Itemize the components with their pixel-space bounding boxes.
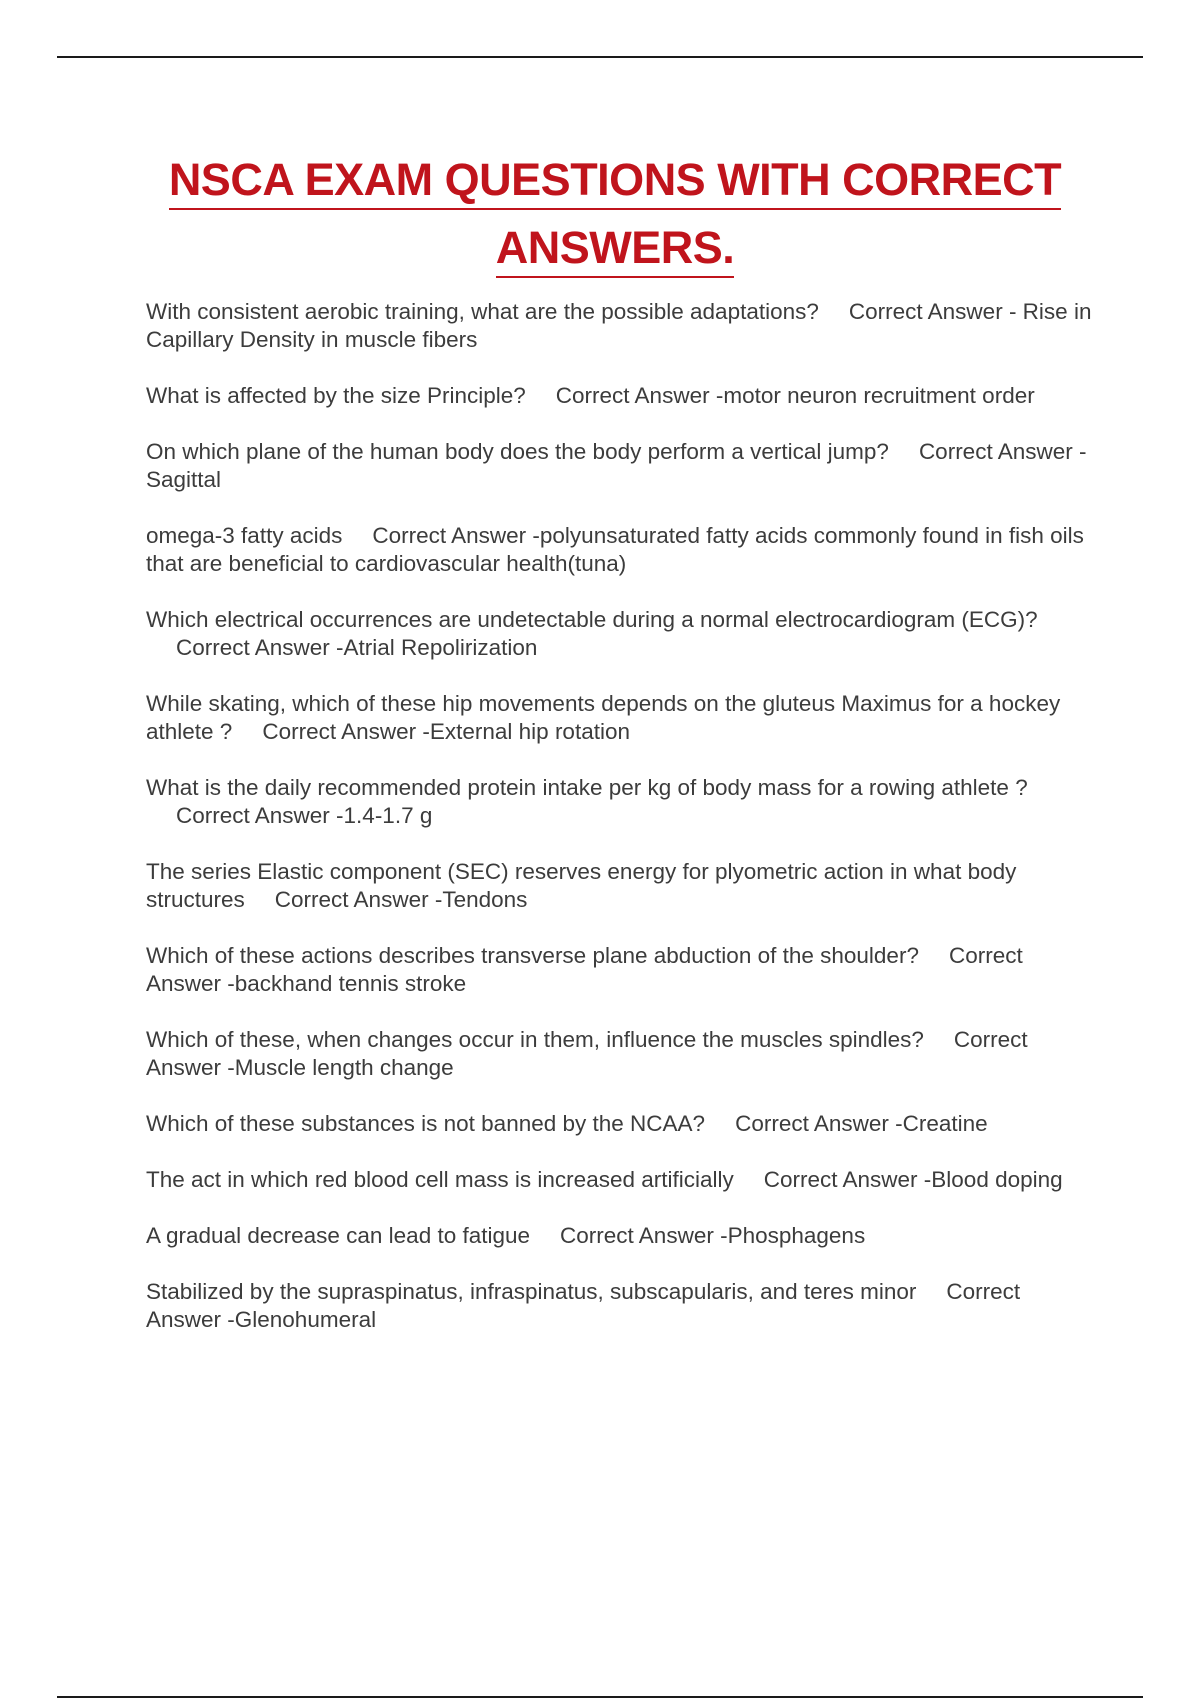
qa-item	[146, 774, 1096, 830]
qa-item	[146, 858, 1096, 914]
question-text: While skating, which of these hip movements depends on the gluteus Maximus for a hockey athlete ?	[146, 691, 1061, 744]
question-text: Stabilized by the supraspinatus, infraspinatus, subscapularis, and teres minor	[146, 1279, 917, 1304]
answer-text: Correct Answer -motor neuron recruitment order	[555, 383, 1035, 408]
answer-text: Correct Answer -backhand tennis stroke	[146, 943, 1023, 996]
answer-text: Correct Answer -Glenohumeral	[146, 1279, 1021, 1332]
question-text: Which of these, when changes occur in them, influence the muscles spindles?	[146, 1027, 924, 1052]
question-text: The series Elastic component (SEC) reserves energy for plyometric action in what body structures	[146, 859, 1017, 912]
qa-item	[146, 382, 1096, 410]
qa-item	[146, 522, 1096, 578]
title-line-1: NSCA EXAM QUESTIONS WITH CORRECT	[169, 152, 1061, 210]
question-text: What is affected by the size Principle?	[146, 383, 526, 408]
qa-item	[146, 1222, 1096, 1250]
question-text: Which electrical occurrences are undetectable during a normal electrocardiogram (ECG)?	[146, 607, 1038, 632]
header-rule	[57, 56, 1143, 58]
question-text: omega-3 fatty acids	[146, 523, 343, 548]
answer-text: Correct Answer -Blood doping	[763, 1167, 1063, 1192]
question-text: What is the daily recommended protein intake per kg of body mass for a rowing athlete ?	[146, 775, 1028, 800]
answer-text: Correct Answer -polyunsaturated fatty acids commonly found in fish oils that are beneficial to cardiovascular health(tuna)	[146, 523, 1084, 576]
answer-text: Correct Answer -Creatine	[735, 1111, 988, 1136]
qa-item	[146, 1026, 1096, 1082]
qa-item	[146, 298, 1096, 354]
answer-text: Correct Answer -Tendons	[274, 887, 528, 912]
qa-item	[146, 606, 1096, 662]
question-text: Which of these substances is not banned by the NCAA?	[146, 1111, 706, 1136]
question-text: Which of these actions describes transverse plane abduction of the shoulder?	[146, 943, 919, 968]
footer-rule	[57, 1696, 1143, 1698]
answer-text: Correct Answer -External hip rotation	[262, 719, 630, 744]
answer-text: Correct Answer -1.4-1.7 g	[176, 803, 433, 828]
qa-item	[146, 1110, 1096, 1138]
qa-item	[146, 942, 1096, 998]
title-line-2: ANSWERS.	[496, 220, 735, 278]
question-text: With consistent aerobic training, what are the possible adaptations?	[146, 299, 819, 324]
qa-item	[146, 438, 1096, 494]
question-text: The act in which red blood cell mass is increased artificially	[146, 1167, 734, 1192]
answer-text: Correct Answer -Sagittal	[146, 439, 1087, 492]
answer-text: Correct Answer -Atrial Repolirization	[176, 635, 538, 660]
question-text: A gradual decrease can lead to fatigue	[146, 1223, 531, 1248]
answer-text: Correct Answer -Muscle length change	[146, 1027, 1028, 1080]
qa-item	[146, 690, 1096, 746]
answer-text: Correct Answer - Rise in Capillary Density in muscle fibers	[146, 299, 1092, 352]
qa-list	[146, 298, 1096, 1362]
page-title	[120, 146, 1110, 282]
qa-item	[146, 1166, 1096, 1194]
answer-text: Correct Answer -Phosphagens	[560, 1223, 866, 1248]
question-text: On which plane of the human body does the body perform a vertical jump?	[146, 439, 889, 464]
qa-item	[146, 1278, 1096, 1334]
